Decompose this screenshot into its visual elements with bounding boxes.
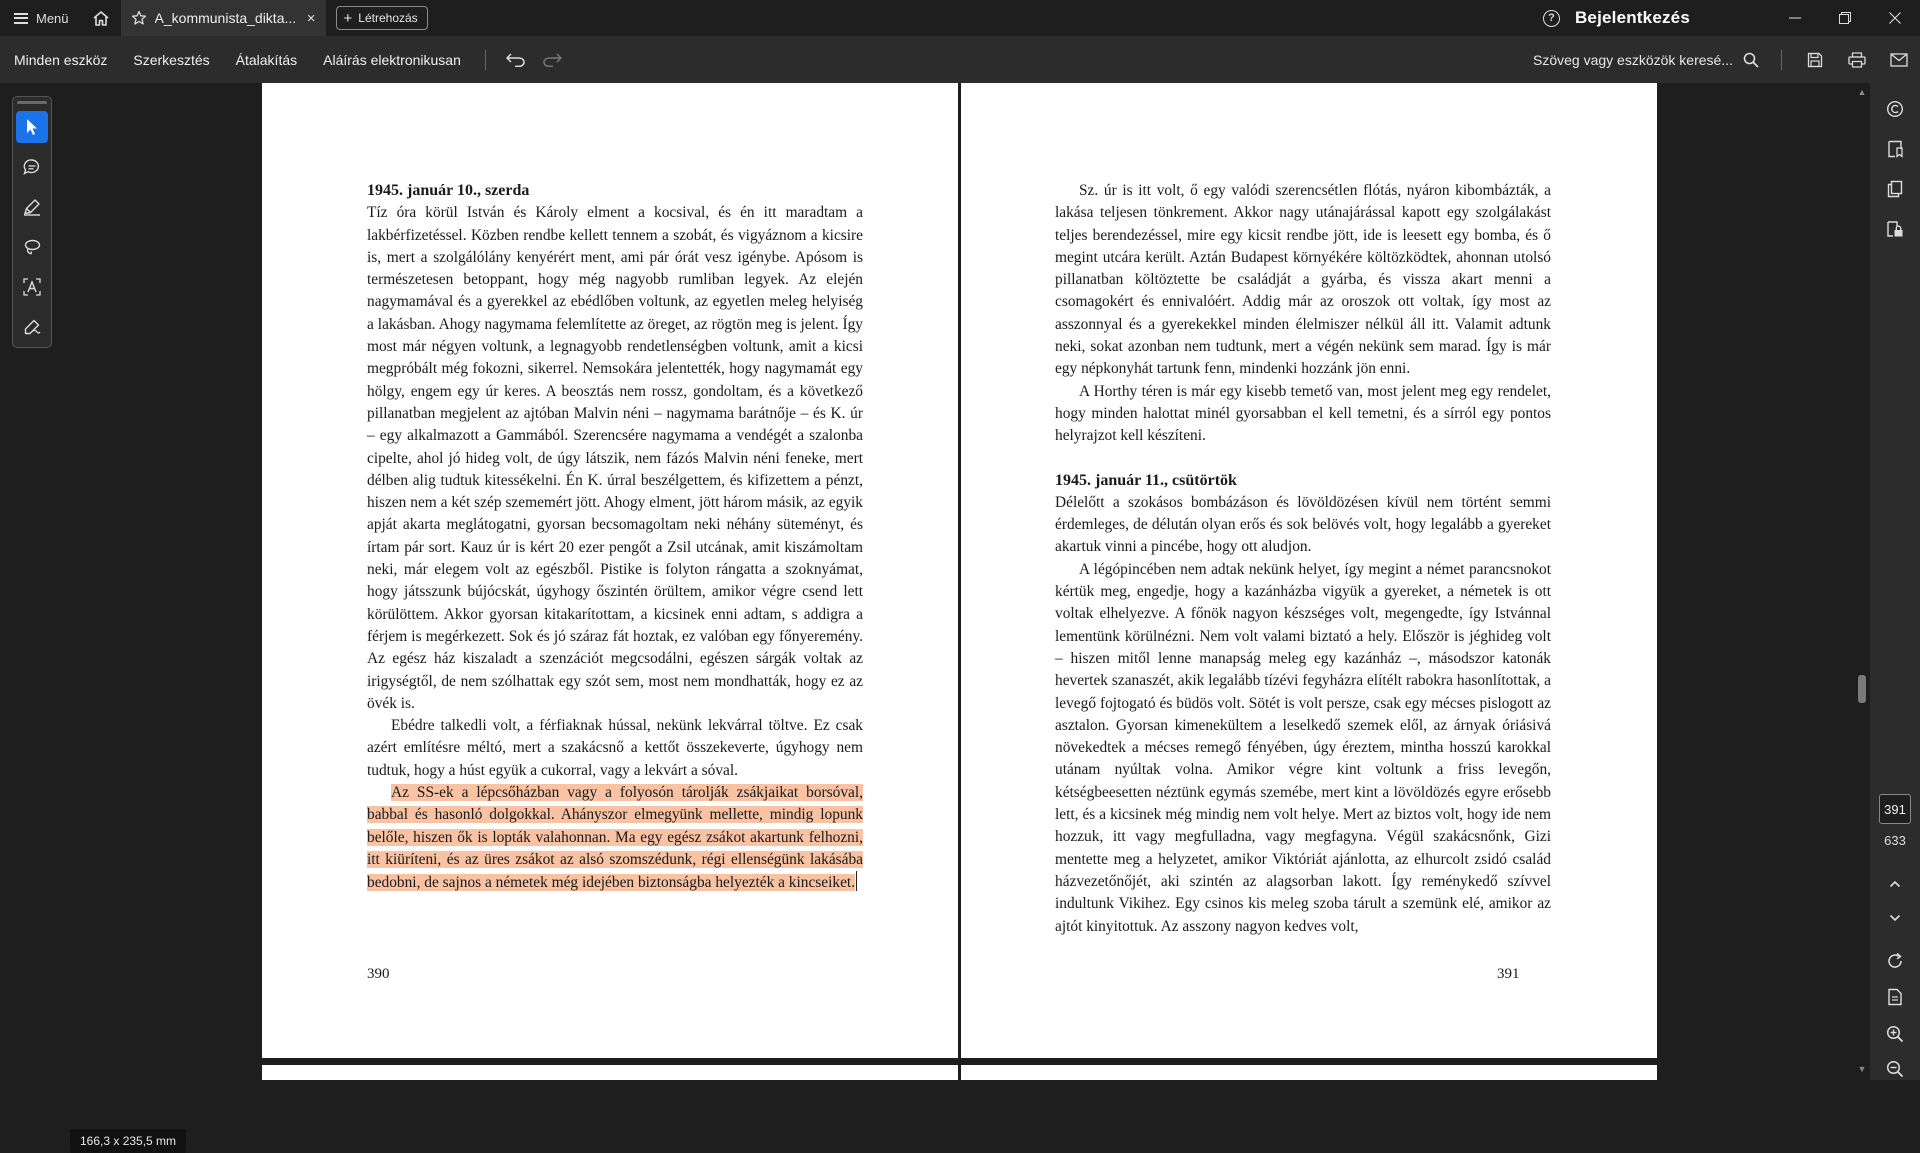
draw-tool[interactable] — [16, 311, 48, 343]
zoom-out-button[interactable] — [1879, 1053, 1911, 1085]
create-label: Létrehozás — [358, 11, 418, 25]
restore-button[interactable] — [1820, 0, 1870, 36]
undo-icon — [506, 53, 526, 67]
rotate-icon — [1886, 952, 1904, 970]
page-view-icon — [1886, 988, 1904, 1006]
next-page-preview — [961, 1065, 1657, 1080]
scroll-up-icon[interactable]: ▲ — [1857, 87, 1867, 97]
menu-button[interactable] — [0, 0, 81, 36]
bookmarks-button[interactable] — [1879, 133, 1911, 165]
text-select-icon — [23, 278, 41, 296]
tab-close-icon[interactable]: × — [306, 9, 316, 27]
left-panel — [0, 83, 262, 1148]
menu-label: Menü — [36, 10, 69, 26]
page-391[interactable] — [961, 83, 1657, 1058]
toolbar-divider — [1781, 50, 1782, 70]
next-page-preview — [262, 1065, 958, 1080]
paragraph: A légópincében nem adtak nekünk helyet, így megint a német parancsnokot kértük meg, engedje, hogy a kazánházba vigyük a gyereket, a németek is ott voltak elhelyezve. A főnök nagyon készséges volt, megengedte, így Istvánnal lementünk körülnézni. Nem volt valami biztató a hely. Először is jéghideg volt – hiszen mitől lenne manapság meleg egy kazánház –, másodszor katonák hevertek szanaszét, akik legalább tízévi fegyházra elítélt rabokra hasonlítottak, a levegő fojtogató és büdös volt. Sötét is volt persze, csak egy mécses pislogott az asztalon. Gyorsan kimenekültem a leselkedő szemek elől, az árnyak óriásivá növekedtek a mécses remegő fényében, úgy éreztem, mintha hosszú karokkal utánam nyúltak volna. Amikor végre kint voltunk a friss levegőn, kétségbeesetten néztünk egymás szemébe, mert kint a lövöldözés egyre erősebb lett, és a kicsinek még mindig nem volt helye. Mert az biztos volt, hogy ide nem hozzuk, itt vagy megfulladna, vagy megfagyna. Végül szakácsnőnk, Gizi mentette meg a helyzetet, amikor Viktóriát ajánlotta, az elhurcolt zsidó család házvezetőnőjét, aki szintén az alagsorban lakott. Így reménykedő szívvel indultunk Vikihez. Egy csinos kis meleg szoba tárult a szemünk elé, amikor az ajtót kinyitottuk. Az asszony nagyon kedves volt, — [1055, 560, 1551, 935]
page-size-readout: 166,3 x 235,5 mm — [70, 1129, 186, 1153]
redo-button[interactable] — [534, 42, 570, 78]
zoom-in-icon — [1886, 1025, 1904, 1043]
toolbar-divider — [485, 50, 486, 70]
scroll-thumb[interactable] — [1858, 675, 1866, 703]
pages-icon — [1886, 180, 1904, 198]
ai-assistant-icon — [1886, 100, 1904, 118]
right-page-text[interactable] — [1055, 180, 1551, 938]
ai-assistant-button[interactable] — [1879, 93, 1911, 125]
left-page-text[interactable] — [367, 180, 863, 895]
home-icon — [92, 10, 110, 27]
paragraph: A Horthy téren is már egy kisebb temető van, most jelent meg egy rendelet, hogy minden halottat minél gyorsabban el kell temetni, és a sírról egy pontos helyrajzot kell készíteni. — [1055, 382, 1551, 445]
text-highlight[interactable]: Az SS-ek a lépcsőházban vagy a folyosón tárolják zsákjaikat borsóval, babbal és hasonló dolgokkal. Ahányszor elmegyünk mellette, mindig lopunk belőle, hiszen ők is lopták valahonnan. Ma egy egész zsákot akartunk felhozni, itt kiüríteni, és az üres zsákot az alsó szomszédunk, régi ellenségünk lakásába bedobni, de sajnos a németek még idejében biztonságba helyezték a kincseiket. — [367, 784, 863, 892]
save-button[interactable] — [1794, 42, 1836, 78]
page-thumbnails-button[interactable] — [1879, 173, 1911, 205]
select-icon — [24, 118, 40, 136]
print-icon — [1848, 52, 1866, 68]
search-icon[interactable] — [1743, 52, 1759, 68]
mail-icon — [1890, 53, 1908, 67]
page-number: 391 — [1497, 966, 1520, 982]
title-bar — [0, 0, 1920, 36]
protect-button[interactable] — [1879, 213, 1911, 245]
redo-icon — [542, 53, 562, 67]
tab-title: A_kommunista_dikta... — [154, 10, 297, 26]
paragraph: Délelőtt a szokásos bombázáson és lövöldözésen kívül nem történt semmi érdemleges, de délután olyan erős és sok belövés volt, hogy legalább a gyereket akartuk vinni a pincébe, hogy ott aludjon. — [1055, 493, 1551, 556]
diary-entry-heading: 1945. január 10., szerda — [367, 182, 530, 199]
select-tool[interactable] — [16, 111, 48, 143]
chevron-down-icon — [1888, 911, 1902, 925]
draw-icon — [23, 318, 41, 336]
home-button[interactable] — [81, 0, 121, 36]
main-toolbar — [0, 36, 1920, 83]
email-button[interactable] — [1878, 42, 1920, 78]
quick-tools-palette — [12, 96, 52, 348]
current-page-input[interactable]: 391 — [1879, 794, 1911, 824]
paragraph: Tíz óra körül István és Károly elment a kocsival, és én itt maradtam a lakbérfizetéssel. Közben rendbe kellett tennem a szobát, és vigyáznom a kicsire is, mert a szolgálólány kenyérért ment, ami pár órát vesz igénybe. Apósom is természetesen betoppant, hogy még nagyobb rumliban legyek. Az elején nagymamával és a gyerekkel az ebédlőben voltunk, az egyetlen meleg helyiség a lakásban. Ahogy nagymama felemlítette az öreget, az rögtön meg is jelent. Így most már négyen voltunk, a legnagyobb rendetlenségben voltunk, amit a kicsi megpróbált még fokozni, sikerrel. Nemsokára jelentették, hogy nagymamát egy hölgy, engem egy úr keres. A beosztás nem rossz, gondoltam, és a következő pillanatban megjelent az ajtóban Malvin néni – nagymama barátnője – és K. úr – egy alkalmazott a Gammából. Szerencsére nagymama a vendégét a szalonba cipelte, ahol jó hideg volt, de úgy látszik, nem fázós Malvin néni feneke, mert délben alig tudtuk kitessékelni. Én K. úrral beszélgettem, és kifizettem a pénzt, hiszen nem a két szép szememért jött. Ahogy elment, jött három másik, az egyik apját akarta meglátogatni, gyorsan becsomagoltam neki néhány süteményt, és írtam pár sort. Kauz úr is kért 20 ezer pengőt a Zsil utcának, amit kiszámoltam neki, már elegem volt az egészből. Pistike is folyton rángatta a szoknyámat, hogy játsszunk bújócskát, úgyhogy őszintén örültem, amikor végre csend lett körülöttem. Akkor gyorsan kitakarítottam, a kicsinek enni adtam, s addigra a férjem is megérkezett. Sok és jó száraz fát hoztak, ez valóban egy főnyeremény. Az egész ház kiszaladt a szenzációt megcsodálni, egészen sárgák voltak az irigységtől, de nem szólhattak egy szót sem, most nem mondhatták, hogy ez az övék is. — [367, 204, 863, 712]
comment-icon — [23, 158, 41, 176]
lasso-icon — [23, 238, 41, 256]
edit-menu[interactable]: Szerkesztés — [133, 51, 210, 68]
page-number: 390 — [367, 966, 390, 982]
previous-page-button[interactable] — [1879, 868, 1911, 900]
zoom-in-button[interactable] — [1879, 1018, 1911, 1050]
lock-document-icon — [1886, 220, 1904, 238]
lasso-tool[interactable] — [16, 231, 48, 263]
minimize-icon — [1789, 12, 1801, 24]
create-button[interactable] — [336, 6, 428, 30]
document-viewport[interactable] — [262, 83, 1860, 1080]
close-window-button[interactable] — [1870, 0, 1920, 36]
highlighted-paragraph[interactable] — [367, 782, 863, 894]
next-page-button[interactable] — [1879, 902, 1911, 934]
diary-entry-heading: 1945. január 11., csütörtök — [1055, 471, 1237, 489]
save-icon — [1807, 52, 1823, 68]
convert-menu[interactable]: Átalakítás — [235, 51, 298, 68]
palette-drag-handle[interactable] — [17, 101, 47, 104]
restore-icon — [1839, 12, 1851, 24]
chevron-up-icon — [1888, 877, 1902, 891]
vertical-scrollbar[interactable] — [1855, 83, 1869, 1080]
tool-search[interactable] — [1533, 52, 1759, 68]
minimize-button[interactable] — [1770, 0, 1820, 36]
plus-icon: + — [343, 9, 353, 27]
undo-button[interactable] — [498, 42, 534, 78]
comment-tool[interactable] — [16, 151, 48, 183]
highlight-tool[interactable] — [16, 191, 48, 223]
page-layout-button[interactable] — [1879, 981, 1911, 1013]
close-icon — [1889, 12, 1901, 24]
star-icon[interactable] — [131, 10, 147, 26]
sign-menu[interactable]: Aláírás elektronikusan — [323, 51, 461, 68]
right-rail — [1870, 83, 1920, 1080]
all-tools-menu[interactable]: Minden eszköz — [14, 51, 108, 68]
paragraph: Ebédre talkedli volt, a férfiaknak hússal, nekünk lekvárral töltve. Ez csak azért említésre méltó, mert a szakácsnő a kettőt összekeverte, úgyhogy nem tudtuk, hogy a húst együk a cukorral, vagy a lekvárt a sóval. — [367, 717, 863, 779]
rotate-button[interactable] — [1879, 945, 1911, 977]
highlighter-icon — [23, 198, 41, 216]
paragraph: Sz. úr is itt volt, ő egy valódi szerencsétlen flótás, nyáron kibombázták, a lakása teljesen tönkrement. Akkor nagy utánajárással kapott egy szolgálakást teljes berendezéssel, mire egy kicsit rendbe jött, ide is leesett egy bomba, és ő megint utcára került. Aztán Budapest környékére költözködtek, ahonnan utolsó pillanatban költöztette be családját a gyárba, és vissza akart menni a csomagokért és ennivalóért. Addig már az oroszok ott voltak, így most az asszonnyal és a gyerekekkel minden élelmiszer nélkül áll itt. Valamit adtunk neki, sokat azonban nem tudtunk, mert a végén nekünk sem marad. Így is már egy népkonyhát tartunk fenn, mindenki hozzánk jön enni. — [1055, 182, 1551, 378]
search-placeholder: Szöveg vagy eszközök keresé... — [1533, 51, 1733, 68]
total-pages: 633 — [1884, 833, 1906, 848]
page-390[interactable] — [262, 83, 958, 1058]
zoom-out-icon — [1886, 1060, 1904, 1078]
text-recognition-tool[interactable] — [16, 271, 48, 303]
bookmark-icon — [1886, 140, 1904, 158]
hamburger-icon — [14, 13, 28, 24]
text-cursor — [856, 871, 857, 891]
scroll-down-icon[interactable]: ▼ — [1857, 1064, 1867, 1074]
print-button[interactable] — [1836, 42, 1878, 78]
help-icon[interactable]: ? — [1543, 10, 1560, 27]
signin-button[interactable]: Bejelentkezés — [1574, 8, 1690, 27]
document-tab[interactable] — [121, 0, 326, 36]
